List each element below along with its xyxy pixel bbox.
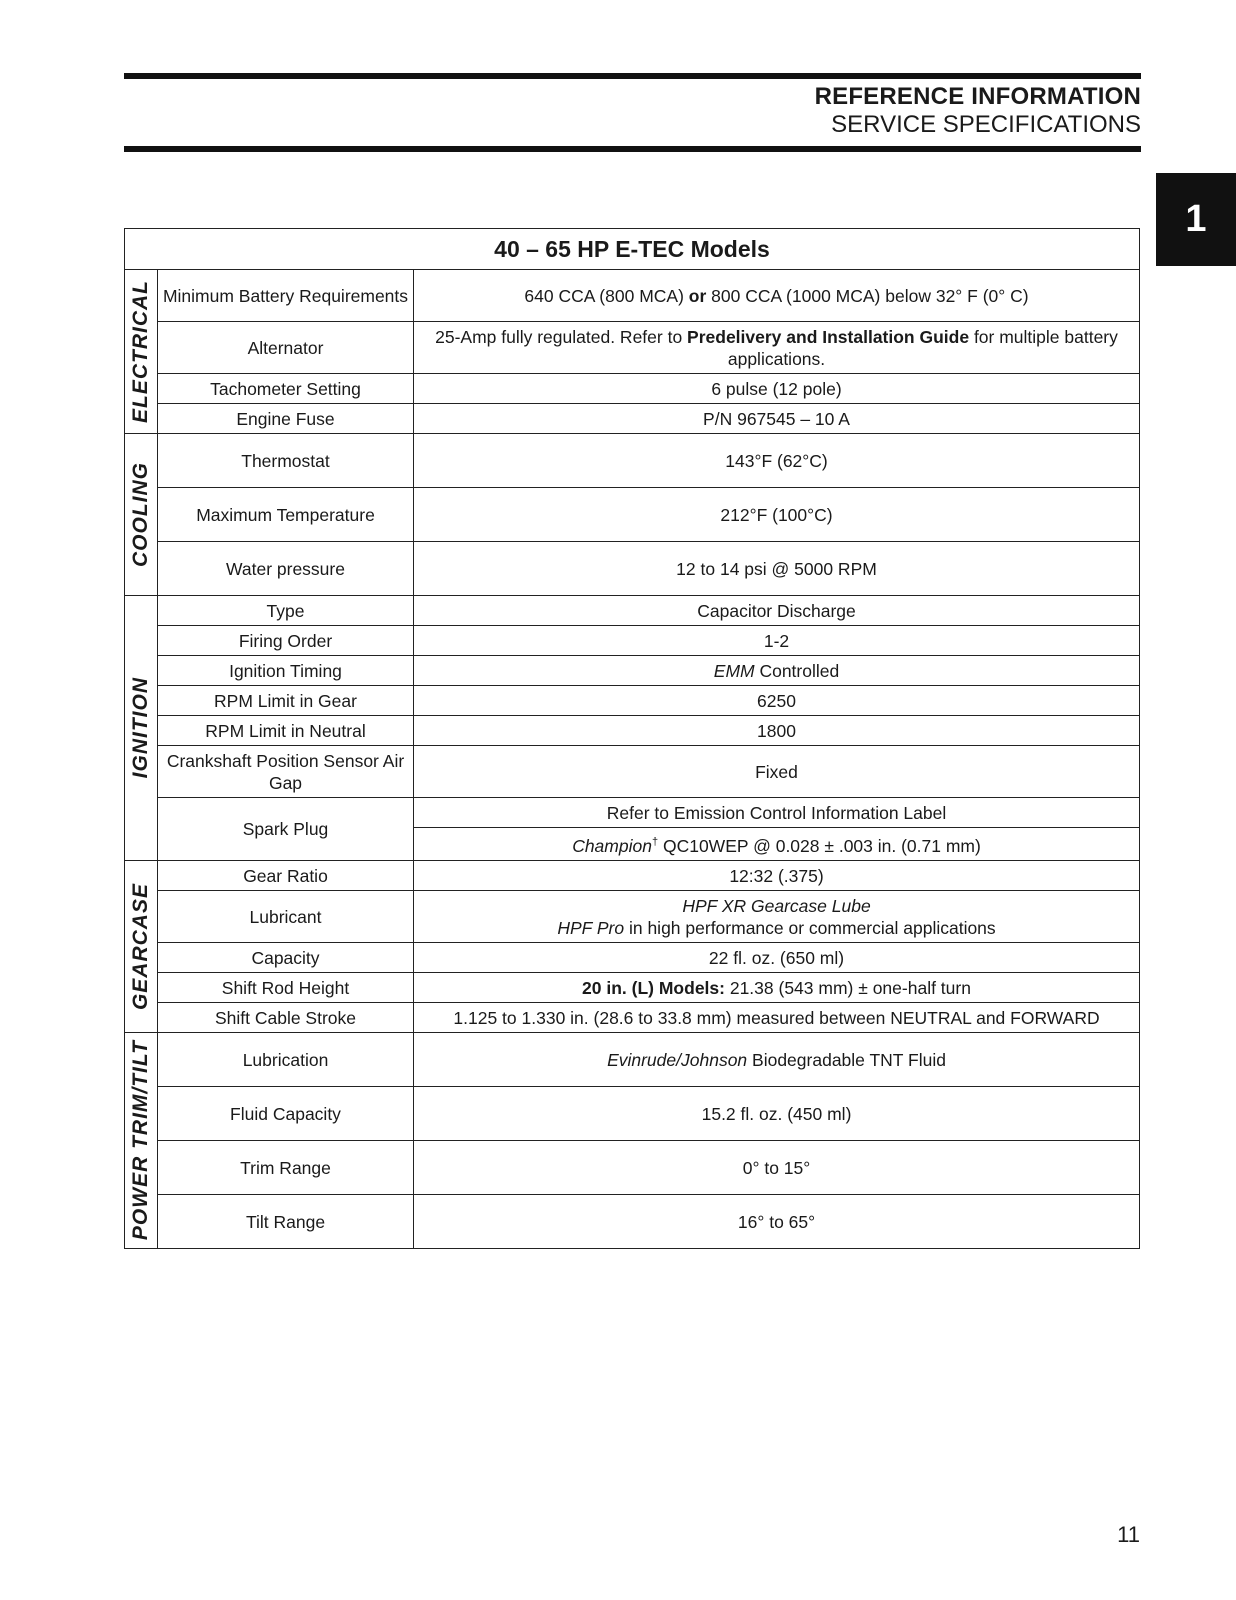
lubricant-pro-name: HPF Pro	[557, 917, 625, 938]
spec-value: 143°F (62°C)	[414, 434, 1140, 488]
spec-label: Trim Range	[158, 1141, 414, 1195]
spec-label: Thermostat	[158, 434, 414, 488]
spec-label: Fluid Capacity	[158, 1087, 414, 1141]
shift-rod-value: 21.38 (543 mm) ± one-half turn	[724, 977, 971, 998]
table-row	[125, 861, 1140, 891]
spec-value: Fixed	[414, 746, 1140, 798]
spec-value	[414, 270, 1140, 322]
table-row	[125, 1033, 1140, 1087]
spark-plug-brand: Champion	[572, 835, 652, 856]
fluid-type: Biodegradable TNT Fluid	[747, 1049, 946, 1070]
table-row	[125, 686, 1140, 716]
lubricant-line-2	[418, 917, 1135, 939]
timing-value-italic: EMM	[713, 660, 755, 681]
spec-label: Minimum Battery Requirements	[158, 270, 414, 322]
spec-label: Spark Plug	[158, 798, 414, 861]
spec-value: 1.125 to 1.330 in. (28.6 to 33.8 mm) measured between NEUTRAL and FORWARD	[414, 1003, 1140, 1033]
spec-value: 1800	[414, 716, 1140, 746]
table-row	[125, 626, 1140, 656]
spec-label: RPM Limit in Gear	[158, 686, 414, 716]
section-gearcase-text: GEARCASE	[129, 882, 152, 1011]
table-row	[125, 1195, 1140, 1249]
spec-value	[414, 1033, 1140, 1087]
spec-value: 6 pulse (12 pole)	[414, 374, 1140, 404]
table-title-row	[125, 229, 1140, 270]
spec-value: 12 to 14 psi @ 5000 RPM	[414, 542, 1140, 596]
spec-value: 1-2	[414, 626, 1140, 656]
spec-label: Ignition Timing	[158, 656, 414, 686]
spark-plug-spec: QC10WEP @ 0.028 ± .003 in. (0.71 mm)	[658, 835, 981, 856]
spec-label: Firing Order	[158, 626, 414, 656]
spec-label: Lubricant	[158, 891, 414, 943]
table-row	[125, 656, 1140, 686]
spec-value	[414, 891, 1140, 943]
lubricant-pro-usage: in high performance or commercial applications	[624, 917, 996, 938]
spec-value	[414, 656, 1140, 686]
table-row	[125, 404, 1140, 434]
section-subtitle: SERVICE SPECIFICATIONS	[831, 111, 1141, 138]
spec-value: 212°F (100°C)	[414, 488, 1140, 542]
section-ignition-text: IGNITION	[129, 677, 152, 779]
spec-value: P/N 967545 – 10 A	[414, 404, 1140, 434]
section-power-trim-text: POWER TRIM/TILT	[129, 1040, 152, 1241]
spec-label: Water pressure	[158, 542, 414, 596]
lubricant-line-1: HPF XR Gearcase Lube	[682, 895, 871, 916]
spec-label: Engine Fuse	[158, 404, 414, 434]
alternator-value-2: for multiple battery applications.	[727, 326, 1118, 369]
table-row	[125, 322, 1140, 374]
spec-label: Shift Rod Height	[158, 973, 414, 1003]
spec-label: Capacity	[158, 943, 414, 973]
dagger-mark: †	[651, 836, 659, 849]
table-row	[125, 270, 1140, 322]
spec-value: 12:32 (.375)	[414, 861, 1140, 891]
table-title: 40 – 65 HP E-TEC Models	[125, 229, 1140, 270]
spec-value: Capacitor Discharge	[414, 596, 1140, 626]
table-row	[125, 1003, 1140, 1033]
table-row	[125, 891, 1140, 943]
chapter-number: 1	[1185, 198, 1207, 240]
battery-value-2: 800 CCA (1000 MCA) below 32° F (0° C)	[706, 285, 1029, 306]
section-electrical-text: ELECTRICAL	[129, 280, 152, 423]
table-row	[125, 716, 1140, 746]
spec-label: Maximum Temperature	[158, 488, 414, 542]
shift-rod-model: 20 in. (L) Models:	[582, 977, 725, 998]
spec-label: Gear Ratio	[158, 861, 414, 891]
table-row	[125, 374, 1140, 404]
alternator-guide-ref: Predelivery and Installation Guide	[687, 326, 970, 347]
section-label-power-trim	[125, 1033, 158, 1249]
spec-label: Shift Cable Stroke	[158, 1003, 414, 1033]
spec-label: Lubrication	[158, 1033, 414, 1087]
timing-value-rest: Controlled	[754, 660, 840, 681]
table-row	[125, 1141, 1140, 1195]
spec-label: Type	[158, 596, 414, 626]
section-label-electrical	[125, 270, 158, 434]
table-row	[125, 596, 1140, 626]
battery-value-1: 640 CCA (800 MCA)	[524, 285, 689, 306]
spec-label: RPM Limit in Neutral	[158, 716, 414, 746]
table-row	[125, 542, 1140, 596]
spec-value: 0° to 15°	[414, 1141, 1140, 1195]
table-row	[125, 488, 1140, 542]
section-label-ignition	[125, 596, 158, 861]
spec-value: Refer to Emission Control Information Label	[414, 798, 1140, 828]
battery-value-or: or	[688, 285, 707, 306]
spec-value	[414, 828, 1140, 861]
section-label-cooling	[125, 434, 158, 596]
spec-label: Crankshaft Position Sensor Air Gap	[158, 746, 414, 798]
header-rule-bottom	[124, 146, 1141, 152]
section-cooling-text: COOLING	[129, 462, 152, 567]
chapter-tab	[1156, 173, 1236, 266]
table-row	[125, 1087, 1140, 1141]
spec-label: Tachometer Setting	[158, 374, 414, 404]
spec-value: 15.2 fl. oz. (450 ml)	[414, 1087, 1140, 1141]
service-specifications-table	[124, 228, 1140, 1249]
fluid-brand: Evinrude/Johnson	[607, 1049, 748, 1070]
header-rule-top	[124, 73, 1141, 79]
table-row	[125, 798, 1140, 828]
section-title: REFERENCE INFORMATION	[814, 83, 1141, 110]
spec-value: 16° to 65°	[414, 1195, 1140, 1249]
spec-value: 6250	[414, 686, 1140, 716]
alternator-value-1: 25-Amp fully regulated. Refer to	[435, 326, 688, 347]
spec-value	[414, 322, 1140, 374]
spec-label: Tilt Range	[158, 1195, 414, 1249]
table-row	[125, 434, 1140, 488]
spec-label: Alternator	[158, 322, 414, 374]
table-row	[125, 943, 1140, 973]
table-row	[125, 973, 1140, 1003]
table-row	[125, 746, 1140, 798]
section-label-gearcase	[125, 861, 158, 1033]
page-number: 11	[1117, 1522, 1140, 1547]
spec-value	[414, 973, 1140, 1003]
spec-value: 22 fl. oz. (650 ml)	[414, 943, 1140, 973]
